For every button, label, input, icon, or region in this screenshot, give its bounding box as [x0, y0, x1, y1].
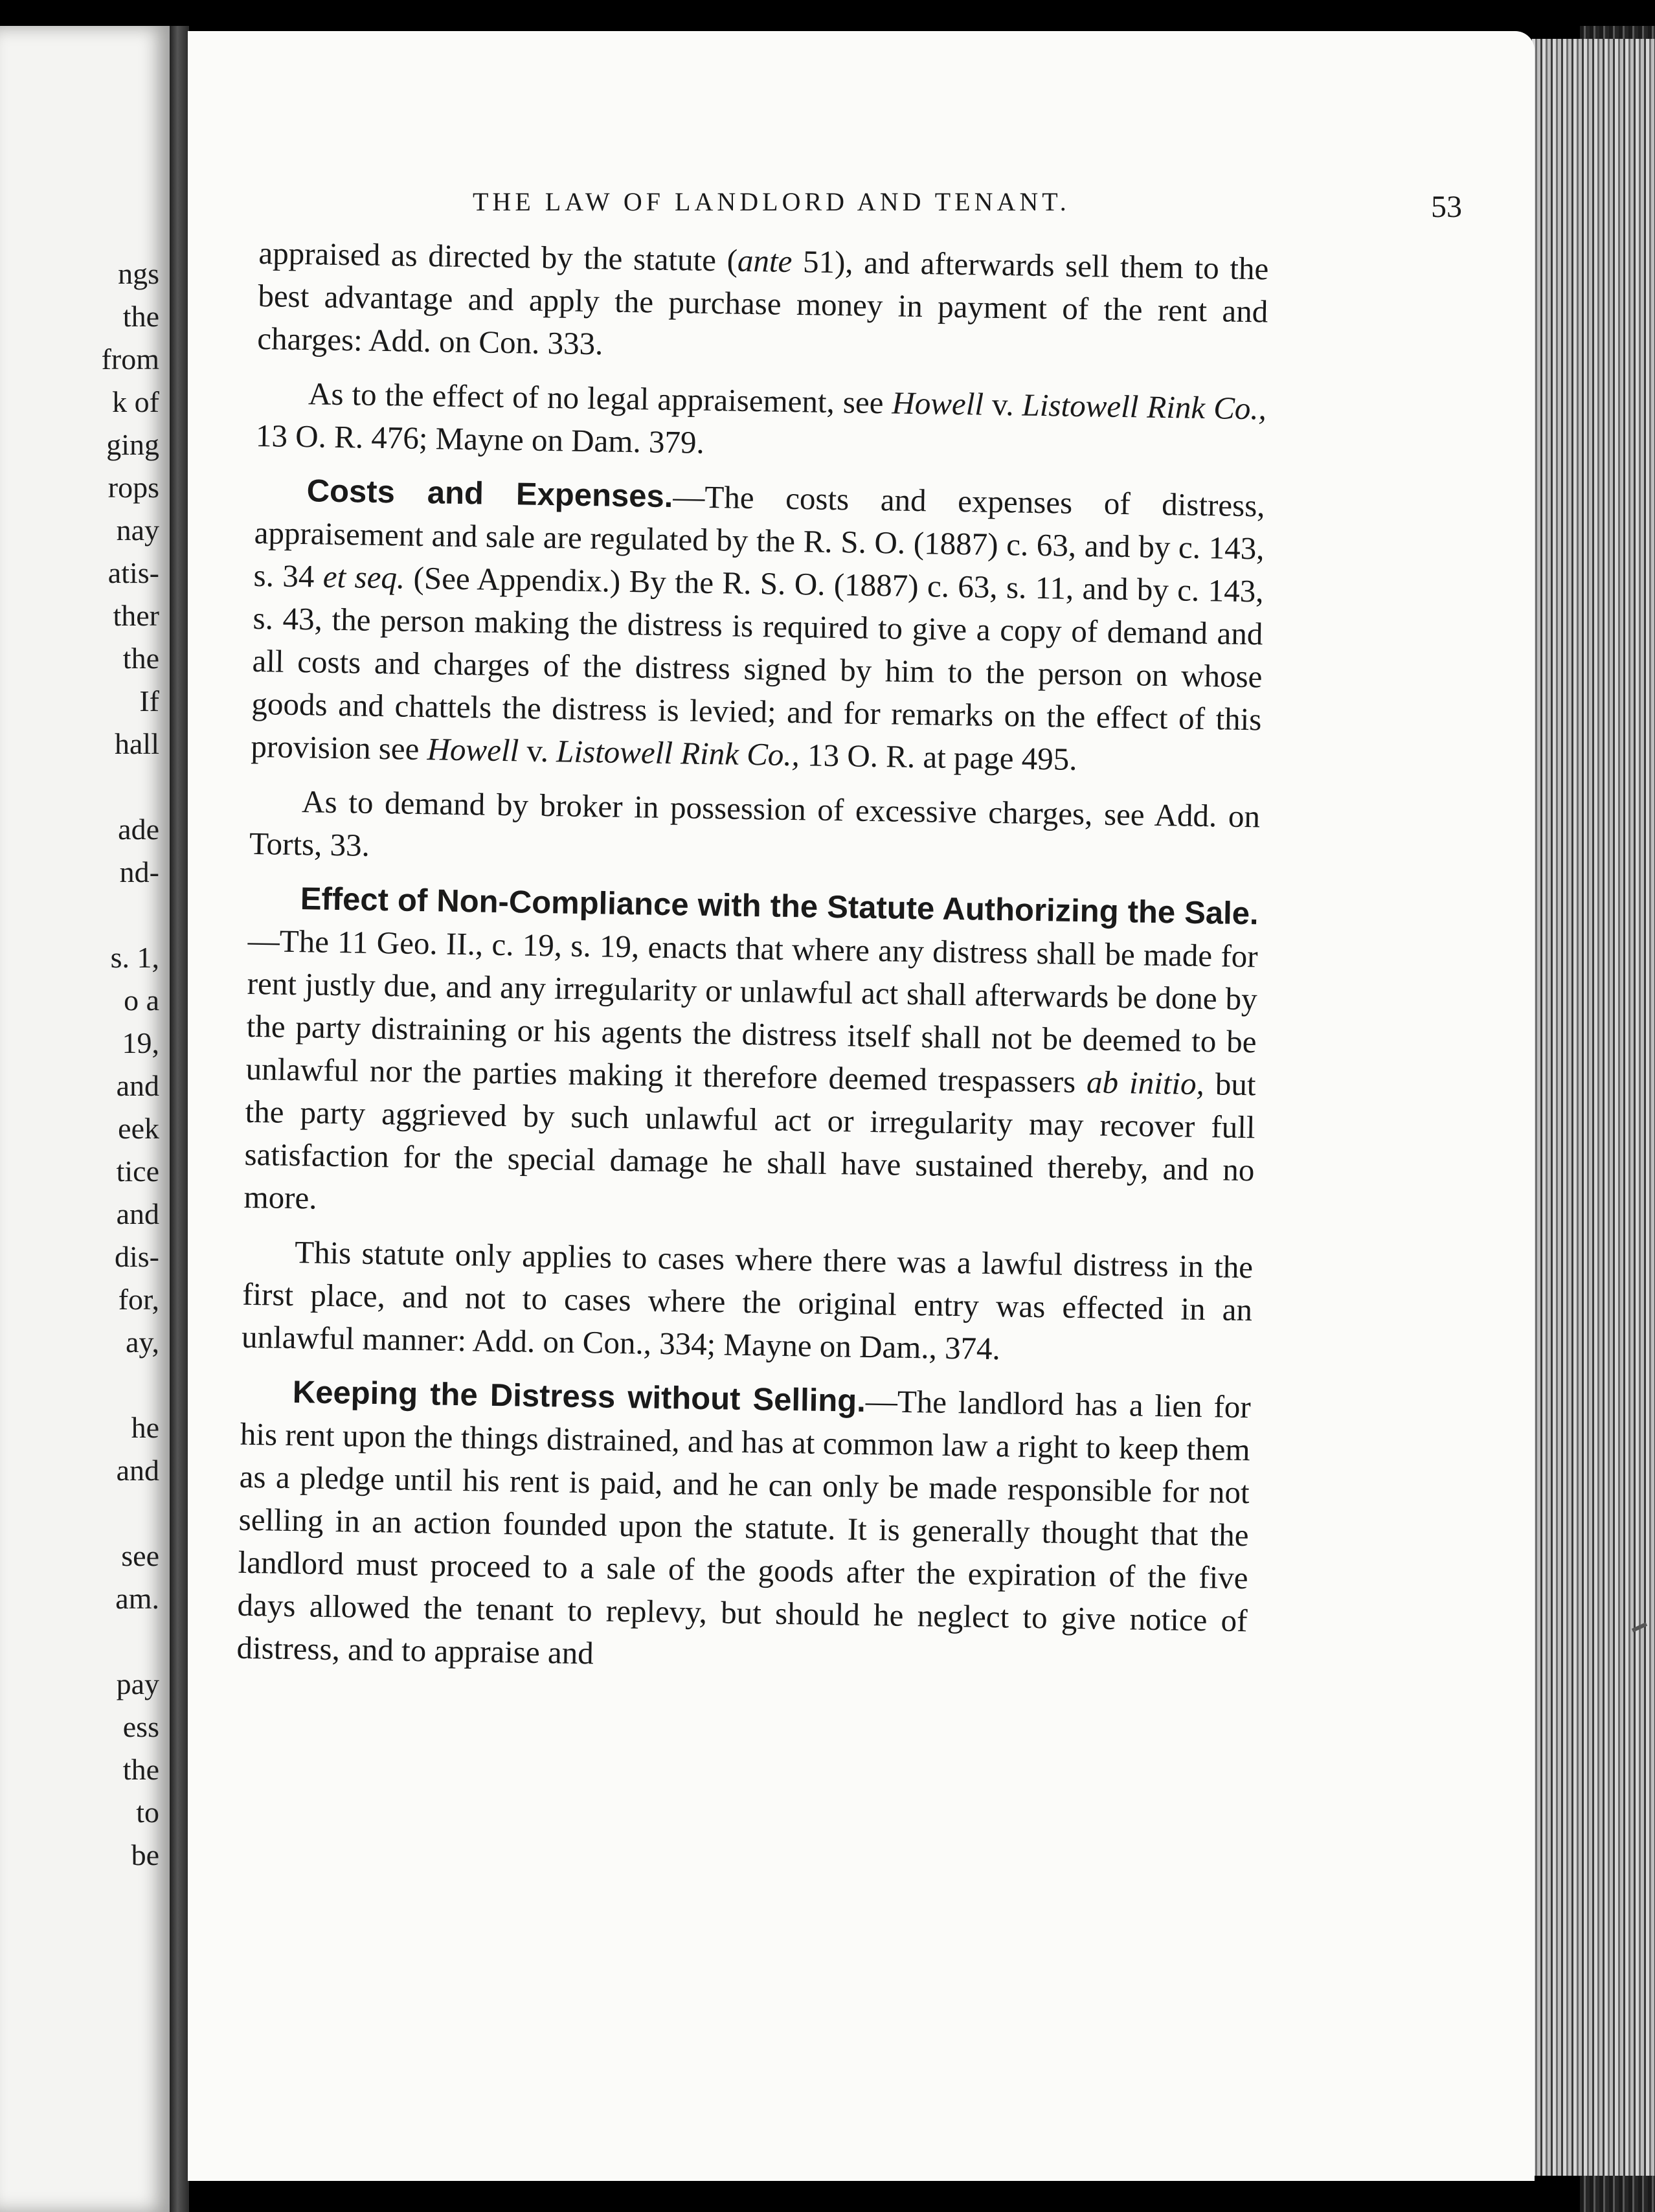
- italic-citation: ante: [737, 242, 793, 279]
- italic-citation: ab initio,: [1086, 1064, 1205, 1102]
- italic-citation: et seq.: [322, 558, 405, 596]
- page-stack-edge: [1522, 39, 1655, 2176]
- page-number: 53: [1431, 190, 1462, 224]
- italic-citation: Listowell Rink Co.,: [556, 733, 800, 773]
- left-page-line: If: [139, 684, 159, 717]
- paragraph-text: appraised as directed by the statute (: [258, 234, 738, 278]
- left-page-line: be: [131, 1838, 159, 1871]
- section-heading: Effect of Non-Compliance with the Statute Authorizing the Sale.: [300, 881, 1259, 932]
- section-heading: Costs and Expenses.: [306, 473, 673, 515]
- left-page-line: and: [116, 1454, 159, 1487]
- left-page-line: and: [116, 1197, 159, 1230]
- italic-citation: Howell: [427, 731, 519, 769]
- left-page-line: the: [122, 642, 159, 675]
- page-body: [236, 232, 1269, 1697]
- left-page-line: and: [116, 1069, 159, 1102]
- left-page-line: the: [122, 1753, 159, 1786]
- left-page-line: pay: [116, 1667, 159, 1700]
- left-page-line: see: [121, 1539, 159, 1572]
- paragraph-text: This statute only applies to cases where there was a lawful distress in the first place, and not to cases where the original entry was effected in an unlawful manner: Add. on Con., 334; Mayne on Dam., 374.: [241, 1234, 1254, 1367]
- book-gutter: [170, 26, 189, 2212]
- paragraph-text: —The costs and expenses of distress, appraisement and sale are regulated by the R. S. O. (1887) c. 63, and by c. 143, s. 34: [253, 479, 1265, 594]
- left-page-line: atis-: [107, 556, 159, 589]
- left-page-line: o a: [124, 984, 159, 1017]
- left-page-line: ther: [113, 599, 159, 632]
- paragraph-text: v.: [983, 386, 1023, 423]
- left-page-line: k of: [112, 385, 159, 418]
- paragraph-p4: [249, 780, 1261, 881]
- paragraph-p1: [257, 232, 1269, 376]
- italic-citation: Howell: [892, 385, 984, 422]
- paragraph-text: v.: [518, 732, 557, 769]
- paragraph-p6: [242, 1230, 1254, 1374]
- left-page-line: nd-: [119, 855, 159, 888]
- left-page-line: hall: [115, 727, 159, 760]
- italic-citation: Listowell Rink Co.,: [1022, 387, 1267, 427]
- paragraph-text: —The 11 Geo. II., c. 19, s. 19, enacts that where any distress shall be made for rent justly due, and any irregularity or unlawful act shall afterwards be done by the party distraining or his agents the distress itself shall not be deemed to be unlawful nor the parties making it therefore deemed trespassers: [245, 922, 1259, 1100]
- paragraph-p2: [256, 372, 1267, 473]
- paragraph-text: (See Appendix.) By the R. S. O. (1887) c. 63, s. 11, and by c. 143, s. 43, the person making the distress is required to give a copy of demand and all costs and charges of the distress signed by him to the person on whose goods and chattels the distress is levied; and for remarks on the effect of this provision see: [251, 559, 1264, 767]
- left-page-line: s. 1,: [110, 941, 159, 974]
- section-heading: Keeping the Distress without Selling.: [292, 1375, 866, 1419]
- left-page-line: to: [136, 1796, 159, 1829]
- paragraph-p7: [236, 1370, 1251, 1685]
- left-page-line: dis-: [115, 1240, 159, 1273]
- running-head: THE LAW OF LANDLORD AND TENANT.: [473, 187, 1070, 216]
- left-page-line: ngs: [118, 257, 159, 290]
- paragraph-text: —The landlord has a lien for his rent upon the things distrained, and has at common law a right to keep them as a pledge until his rent is paid, and he can only be made responsible for not selling in an action founded upon the statute. It is generally thought that the landlord must proceed to a sale of the goods after the expiration of the five days allowed the tenant to replevy, but should he neglect to give notice of distress, and to appraise and: [236, 1382, 1252, 1671]
- page-header: [473, 186, 1462, 232]
- left-facing-page: [0, 26, 170, 2212]
- left-page-line: ade: [118, 813, 159, 846]
- left-page-line: for,: [118, 1283, 159, 1316]
- paragraph-text: 13 O. R. at page 495.: [799, 737, 1077, 777]
- left-page-line: from: [101, 343, 159, 376]
- paragraph-p5: [243, 877, 1259, 1234]
- left-page-line: he: [131, 1411, 159, 1444]
- paragraph-text: As to the effect of no legal appraisement, see: [308, 376, 892, 421]
- left-page-line: tice: [116, 1155, 159, 1188]
- left-page-line: the: [122, 300, 159, 333]
- left-page-line: eek: [118, 1112, 159, 1145]
- left-page-line: rops: [107, 471, 159, 504]
- paragraph-text: As to demand by broker in possession of excessive charges, see Add. on Torts, 33.: [249, 784, 1261, 863]
- paragraph-text: 51), and afterwards sell them to the best advantage and apply the purchase money in payment of the rent and charges: Add. on Con. 333.: [256, 243, 1269, 362]
- left-page-line: nay: [116, 514, 159, 547]
- left-page-line: ess: [122, 1710, 159, 1743]
- paragraph-text: but the party aggrieved by such unlawful act or irregularity may recover full satisfaction for the special damage he shall have sustained thereby, and no more.: [243, 1066, 1256, 1216]
- left-page-line: 19,: [122, 1026, 159, 1059]
- left-page-line: am.: [115, 1582, 159, 1615]
- left-page-line: ging: [106, 428, 159, 461]
- paragraph-text: 13 O. R. 476; Mayne on Dam. 379.: [255, 417, 705, 460]
- book-page: [188, 31, 1535, 2181]
- left-page-line: ay,: [126, 1326, 159, 1359]
- paragraph-p3: [251, 469, 1265, 784]
